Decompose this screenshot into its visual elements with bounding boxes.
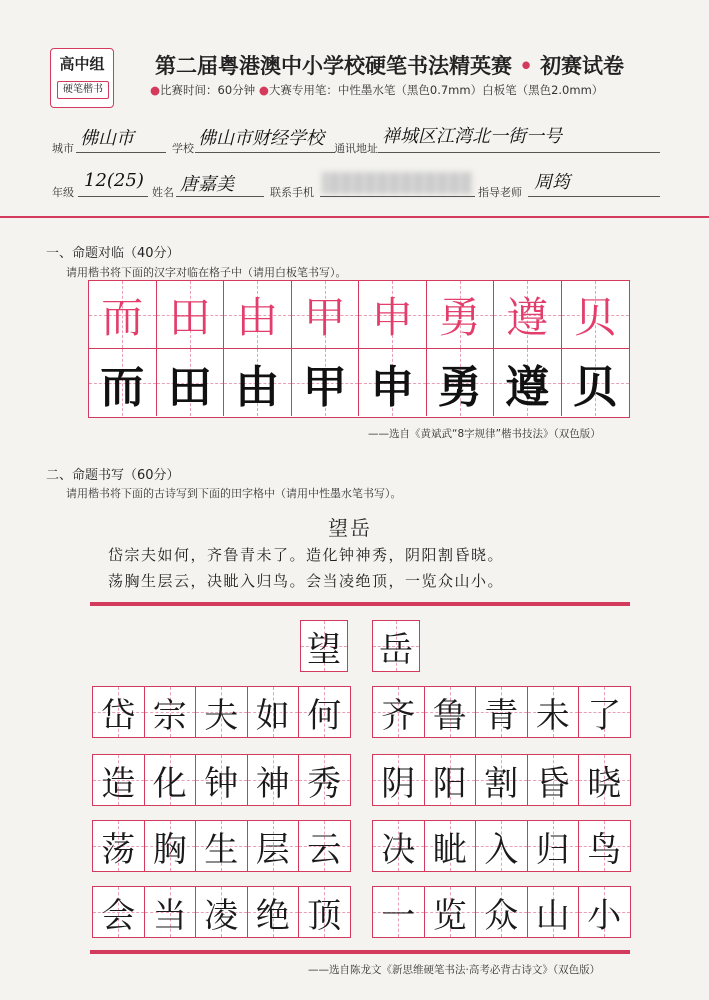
tian-guide (425, 687, 476, 737)
copy-cell[interactable] (292, 349, 360, 416)
answer-bottom-rule (90, 950, 630, 954)
city-underline (76, 152, 166, 153)
copied-char: 贝 (573, 361, 618, 413)
section1-instruction: 请用楷书将下面的汉字对临在格子中（请用白板笔书写）。 (66, 266, 347, 279)
tian-guide (145, 887, 196, 937)
model-char: 田 (168, 292, 211, 342)
tian-guide (476, 755, 527, 805)
tian-guide (528, 687, 579, 737)
model-char: 贝 (574, 292, 617, 342)
written-char: 绝 (255, 895, 290, 936)
tian-guide (373, 821, 424, 871)
written-char: 众 (484, 895, 519, 936)
copied-char: 田 (167, 361, 212, 413)
tian-guide (579, 887, 630, 937)
written-char: 当 (152, 895, 187, 936)
written-char: 如 (255, 695, 290, 736)
written-char: 阳 (432, 763, 467, 804)
answer-cell[interactable] (92, 754, 145, 806)
answer-cell[interactable] (247, 886, 300, 938)
answer-cell[interactable] (144, 754, 197, 806)
tian-guide (93, 887, 144, 937)
group-badge (50, 48, 114, 108)
answer-cell[interactable] (475, 886, 528, 938)
written-char: 晓 (587, 763, 622, 804)
section1-heading: 一、命题对临（40分） (46, 246, 180, 261)
address-label: 通讯地址 (334, 142, 378, 155)
tian-guide (301, 621, 347, 671)
written-char: 顶 (307, 895, 342, 936)
copied-char: 勇 (437, 361, 482, 413)
written-char: 青 (484, 695, 519, 736)
written-char: 荡 (101, 829, 136, 870)
address-value[interactable]: 禅城区江湾北一街一号 (382, 126, 562, 147)
section2-instruction: 请用楷书将下面的古诗写到下面的田字格中（请用中性墨水笔书写）。 (66, 487, 402, 500)
page-title: 第二届粤港澳中小学校硬笔书法精英赛 • 初赛试卷 (155, 54, 625, 78)
answer-cell[interactable] (527, 886, 580, 938)
answer-cell[interactable] (298, 886, 351, 938)
grade-label: 年级 (52, 186, 74, 199)
answer-cell[interactable] (92, 820, 145, 872)
model-cell (224, 281, 292, 348)
written-char: 了 (587, 695, 622, 736)
written-char: 钟 (204, 763, 239, 804)
tian-guide (425, 755, 476, 805)
section1-source: ——选自《黄斌武“8字规律”楷书技法》（双色版） (368, 428, 601, 440)
copy-grid (88, 280, 630, 418)
tian-guide (196, 821, 247, 871)
answer-cell[interactable] (578, 686, 631, 738)
written-char: 山 (535, 895, 570, 936)
copy-cell[interactable] (494, 349, 562, 416)
model-char: 甲 (303, 292, 346, 342)
model-char: 遵 (506, 292, 549, 342)
written-char: 览 (432, 895, 467, 936)
written-char: 阴 (381, 763, 416, 804)
answer-cell[interactable] (247, 686, 300, 738)
tian-guide (579, 821, 630, 871)
written-char: 归 (535, 829, 570, 870)
written-char: 齐 (381, 695, 416, 736)
tian-guide (196, 755, 247, 805)
copy-cell[interactable] (89, 349, 157, 416)
teacher-label: 指导老师 (478, 186, 522, 199)
model-cell (562, 281, 630, 348)
model-char: 申 (371, 292, 414, 342)
tian-guide (299, 887, 350, 937)
badge-group: 高中组 (59, 55, 105, 73)
copied-char: 由 (235, 361, 280, 413)
answer-cell[interactable] (578, 886, 631, 938)
tian-guide (373, 687, 424, 737)
tian-guide (248, 755, 299, 805)
tian-guide (93, 755, 144, 805)
written-char: 化 (152, 763, 187, 804)
answer-cell[interactable] (578, 754, 631, 806)
answer-cell[interactable] (372, 820, 425, 872)
tian-guide (299, 755, 350, 805)
answer-cell[interactable] (372, 886, 425, 938)
tian-guide (145, 687, 196, 737)
written-char: 岳 (379, 629, 413, 670)
tian-guide (476, 687, 527, 737)
answer-cell[interactable] (424, 754, 477, 806)
name-underline (176, 196, 264, 197)
exam-info: ●比赛时间：60分钟 ●大赛专用笔：中性墨水笔（黑色0.7mm）白板笔（黑色2.0mm） (150, 83, 604, 97)
phone-redacted[interactable] (322, 172, 472, 194)
answer-cell[interactable] (424, 820, 477, 872)
tian-guide (196, 887, 247, 937)
tian-guide (299, 821, 350, 871)
phone-underline (320, 196, 475, 197)
tian-guide (528, 821, 579, 871)
model-cell (292, 281, 360, 348)
written-char: 决 (381, 829, 416, 870)
tian-guide (145, 755, 196, 805)
grade-underline (78, 196, 148, 197)
tian-guide (476, 821, 527, 871)
written-char: 宗 (152, 695, 187, 736)
teacher-underline (528, 196, 660, 197)
header-divider (0, 216, 709, 218)
written-char: 夫 (204, 695, 239, 736)
answer-cell[interactable] (195, 686, 248, 738)
tian-guide (425, 887, 476, 937)
answer-cell[interactable] (527, 754, 580, 806)
tian-guide (579, 687, 630, 737)
tian-guide (528, 755, 579, 805)
poem-line-2: 荡胸生层云，决眦入归鸟。会当凌绝顶，一览众山小。 (108, 572, 505, 590)
written-char: 凌 (204, 895, 239, 936)
model-cell (494, 281, 562, 348)
written-char: 小 (587, 895, 622, 936)
copied-char: 遵 (505, 361, 550, 413)
written-char: 会 (101, 895, 136, 936)
model-cell (89, 281, 157, 348)
title-cell[interactable] (300, 620, 348, 672)
poem-line-1: 岱宗夫如何，齐鲁青未了。造化钟神秀，阴阳割昏晓。 (108, 546, 505, 564)
answer-cell[interactable] (424, 686, 477, 738)
copy-cell[interactable] (359, 349, 427, 416)
name-label: 姓名 (152, 186, 174, 199)
answer-cell[interactable] (578, 820, 631, 872)
written-char: 神 (255, 763, 290, 804)
section2-source: ——选自陈龙文《新思维硬笔书法·高考必背古诗文》（双色版） (308, 964, 601, 976)
section2-heading: 二、命题书写（60分） (46, 468, 180, 483)
answer-cell[interactable] (527, 820, 580, 872)
answer-cell[interactable] (475, 820, 528, 872)
copied-char: 甲 (302, 361, 347, 413)
tian-guide (93, 821, 144, 871)
answer-cell[interactable] (424, 886, 477, 938)
written-char: 秀 (307, 763, 342, 804)
answer-cell[interactable] (247, 754, 300, 806)
model-cell (427, 281, 495, 348)
tian-guide (145, 821, 196, 871)
answer-cell[interactable] (475, 754, 528, 806)
written-char: 鸟 (587, 829, 622, 870)
teacher-value[interactable]: 周筠 (534, 172, 570, 193)
written-char: 造 (101, 763, 136, 804)
answer-cell[interactable] (195, 886, 248, 938)
poem-title: 望岳 (328, 516, 372, 540)
copy-cell[interactable] (427, 349, 495, 416)
written-char: 割 (484, 763, 519, 804)
tian-guide (93, 687, 144, 737)
answer-top-rule (90, 602, 630, 606)
tian-guide (248, 821, 299, 871)
copied-char: 而 (100, 361, 145, 413)
tian-guide (373, 621, 419, 671)
model-char: 勇 (438, 292, 481, 342)
answer-cell[interactable] (372, 686, 425, 738)
address-underline (378, 152, 660, 153)
answer-cell[interactable] (247, 820, 300, 872)
title-cell[interactable] (372, 620, 420, 672)
copy-cell[interactable] (224, 349, 292, 416)
answer-cell[interactable] (195, 754, 248, 806)
tian-guide (299, 687, 350, 737)
written-char: 昏 (535, 763, 570, 804)
answer-cell[interactable] (298, 820, 351, 872)
answer-cell[interactable] (475, 686, 528, 738)
tian-guide (248, 687, 299, 737)
city-value[interactable]: 佛山市 (80, 128, 134, 149)
written-char: 云 (307, 829, 342, 870)
written-char: 一 (381, 895, 416, 936)
name-value[interactable]: 唐嘉美 (180, 174, 234, 195)
badge-style: 硬笔楷书 (57, 81, 109, 99)
model-char: 而 (101, 292, 144, 342)
model-cell (359, 281, 427, 348)
phone-label: 联系手机 (270, 186, 314, 199)
copy-cell[interactable] (157, 349, 225, 416)
tian-guide (476, 887, 527, 937)
written-char: 入 (484, 829, 519, 870)
answer-cell[interactable] (144, 820, 197, 872)
model-cell (157, 281, 225, 348)
written-char: 鲁 (432, 695, 467, 736)
answer-cell[interactable] (92, 686, 145, 738)
tian-guide (373, 755, 424, 805)
answer-cell[interactable] (298, 754, 351, 806)
answer-cell[interactable] (92, 886, 145, 938)
written-char: 眦 (432, 829, 467, 870)
written-char: 生 (204, 829, 239, 870)
written-char: 层 (255, 829, 290, 870)
school-label: 学校 (172, 142, 194, 155)
answer-cell[interactable] (527, 686, 580, 738)
copy-cell[interactable] (562, 349, 630, 416)
school-underline (195, 152, 335, 153)
grade-value[interactable]: 12(25) (84, 170, 144, 191)
answer-cell[interactable] (372, 754, 425, 806)
model-char: 由 (236, 292, 279, 342)
written-char: 何 (307, 695, 342, 736)
tian-guide (579, 755, 630, 805)
tian-guide (425, 821, 476, 871)
written-char: 胸 (152, 829, 187, 870)
answer-cell[interactable] (195, 820, 248, 872)
answer-cell[interactable] (144, 886, 197, 938)
answer-cell[interactable] (298, 686, 351, 738)
answer-cell[interactable] (144, 686, 197, 738)
copied-char: 申 (370, 361, 415, 413)
tian-guide (196, 687, 247, 737)
written-char: 未 (535, 695, 570, 736)
city-label: 城市 (52, 142, 74, 155)
tian-guide (248, 887, 299, 937)
school-value[interactable]: 佛山市财经学校 (198, 128, 324, 149)
tian-guide (373, 887, 424, 937)
written-char: 岱 (101, 695, 136, 736)
tian-guide (528, 887, 579, 937)
written-char: 望 (307, 629, 341, 670)
